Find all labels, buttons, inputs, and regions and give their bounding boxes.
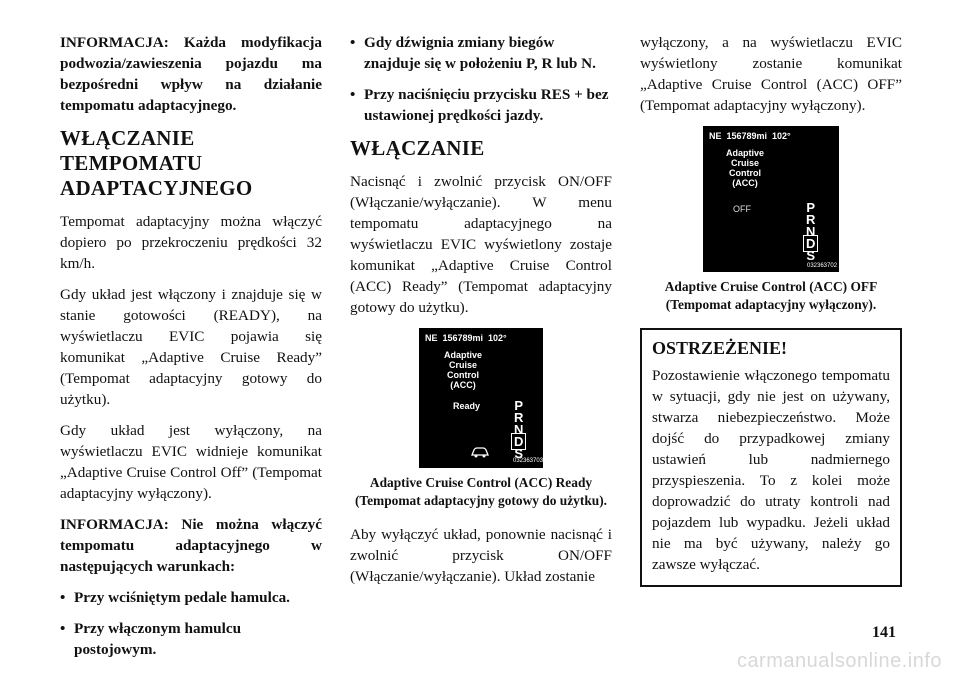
list-item: • Przy włączonym hamulcu postojowym. (60, 618, 322, 660)
watermark: carmanualsonline.info (736, 650, 942, 672)
note-conditions: INFORMACJA: Nie można włączyć tempomatu adaptacyjnego w następujących warunkach: (60, 516, 322, 575)
warning-text: Pozostawienie włączonego tempomatu w sytuacji, gdy nie jest on używany, stwarza niebezpieczeństwo. Może dojść do przypadkowej zmiany ustawień lub nadmiernego przyspieszenia. To z kolei może doprowadzić do utraty kontroli nad pojazdem lub wypadku. Jeżeli układ nie ma być używany, należy go zawsze wyłączać. (652, 367, 890, 573)
paragraph-off: Gdy układ jest wyłączony, na wyświetlaczu EVIC widnieje komunikat „Adaptive Cruise Control Off” (Tempomat adaptacyjny wyłączony). (60, 422, 322, 502)
figure-caption-off: Adaptive Cruise Control (ACC) OFF (Tempomat adaptacyjny wyłączony). (664, 279, 878, 312)
column-left (60, 32, 322, 670)
section-heading-engage-acc: WŁĄCZANIE TEMPOMATU ADAPTACYJNEGO (60, 126, 253, 200)
gear-indicator: P R N D S (511, 400, 526, 460)
figure-code: 032363703 (513, 458, 544, 464)
paragraph-press-on-off: Nacisnąć i zwolnić przycisk ON/OFF (Włączanie/wyłączanie). W menu tempomatu adaptacyjnego na wyświetlaczu EVIC wyświetlony zostaje komunikat „Adaptive Cruise Control (ACC) Ready” (Tempomat adaptacyjny gotowy do użytku). (350, 173, 612, 316)
list-item: • Gdy dźwignia zmiany biegów znajduje się w położeniu P, R lub N. (350, 32, 612, 74)
column-middle (350, 32, 612, 597)
page-number: 141 (872, 624, 896, 641)
conditions-list-continued (350, 32, 612, 126)
evic-title: Adaptive Cruise Control (ACC) (443, 350, 482, 390)
figure-caption-ready: Adaptive Cruise Control (ACC) Ready (Tempomat adaptacyjny gotowy do użytku). (354, 475, 608, 508)
evic-screen-off (703, 126, 839, 272)
paragraph-speed-requirement: Tempomat adaptacyjny można włączyć dopiero po przekroczeniu prędkości 32 km/h. (60, 213, 322, 272)
evic-title: Adaptive Cruise Control (ACC) (725, 148, 764, 188)
paragraph-ready: Gdy układ jest włączony i znajduje się w stanie gotowości (READY), na wyświetlaczu EVIC pojawia się komunikat „Adaptive Cruise Ready” (Tempomat adaptacyjny gotowy do użytku). (60, 286, 322, 408)
evic-status: Ready (453, 401, 481, 411)
figure-code: 032363702 (807, 263, 838, 269)
column-right (640, 32, 902, 587)
paragraph-turn-off: Aby wyłączyć układ, ponownie nacisnąć i zwolnić przycisk ON/OFF (Włączanie/wyłączanie). Układ zostanie (350, 526, 612, 585)
evic-screen-ready (419, 328, 543, 468)
warning-box (640, 328, 902, 587)
warning-title: OSTRZEŻENIE! (652, 338, 788, 358)
section-heading-activation: WŁĄCZANIE (350, 136, 485, 160)
evic-status: OFF (733, 204, 751, 214)
gear-indicator: P R N D S (803, 202, 818, 262)
conditions-list (60, 587, 322, 660)
evic-top-bar: NE 156789mi 102° (709, 131, 791, 141)
note-suspension: INFORMACJA: Każda modyfikacja podwozia/zawieszenia pojazdu ma bezpośredni wpływ na działanie tempomatu adaptacyjnego. (60, 34, 322, 114)
acc-car-icon (469, 445, 491, 459)
paragraph-off-message: wyłączony, a na wyświetlaczu EVIC wyświetlony zostanie komunikat „Adaptive Cruise Control (ACC) OFF” (Tempomat adaptacyjny wyłączony). (640, 34, 902, 114)
list-item: • Przy naciśnięciu przycisku RES + bez ustawionej prędkości jazdy. (350, 84, 612, 126)
list-item: • Przy wciśniętym pedale hamulca. (60, 587, 322, 608)
evic-top-bar: NE 156789mi 102° (425, 333, 507, 343)
